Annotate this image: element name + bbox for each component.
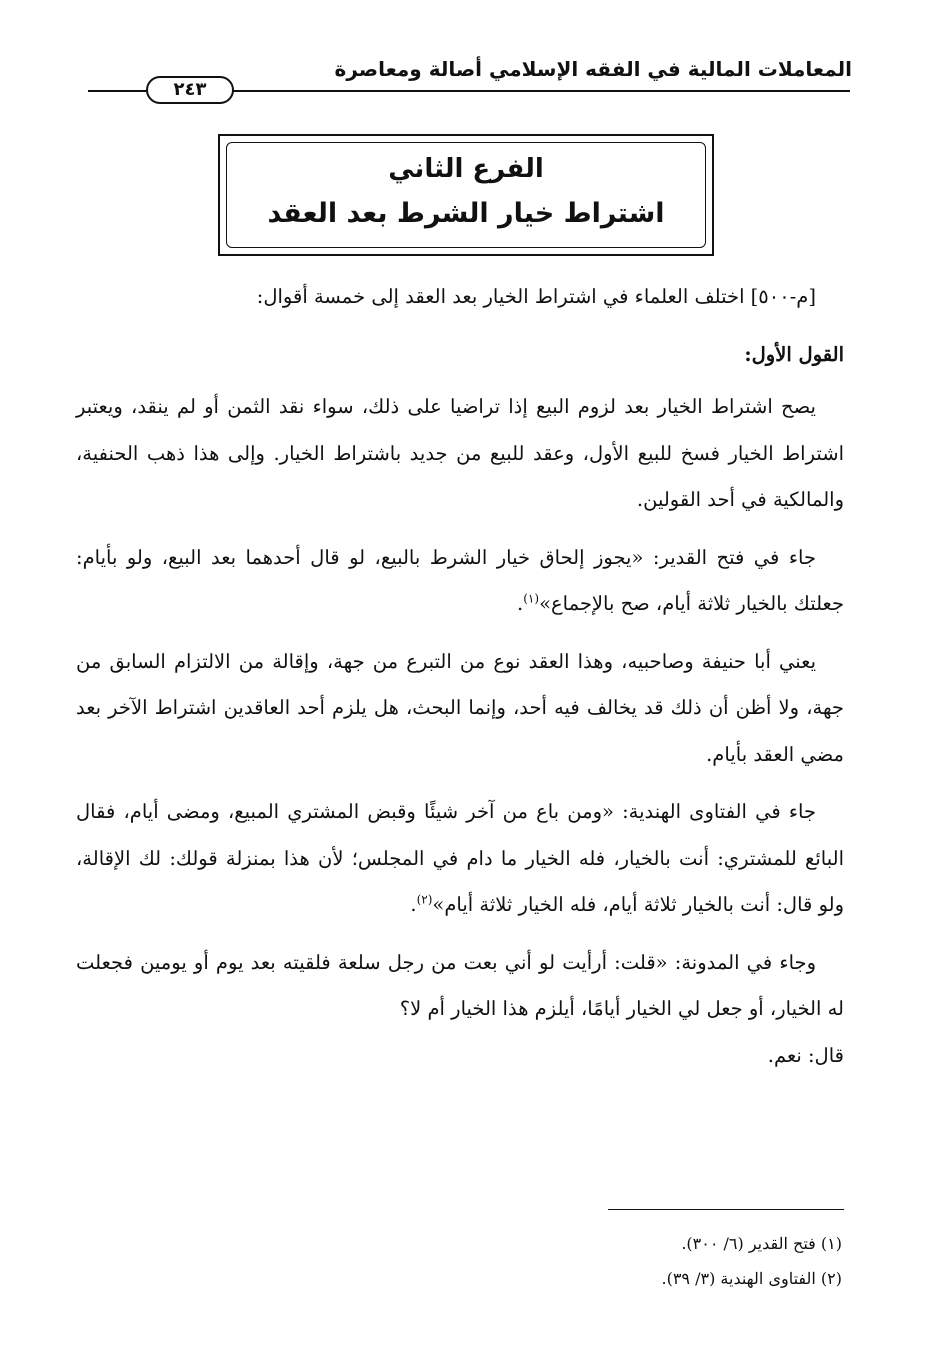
footnote-1: (١) فتح القدير (٦/ ٣٠٠). (681, 1234, 842, 1253)
paragraph-hindiyya (76, 789, 844, 929)
paragraph-mudawwana: وجاء في المدونة: «قلت: أرأيت لو أني بعت من رجل سلعة فلقيته بعد يوم أو يومين فجعلت له الخيار، أو جعل لي الخيار أيامًا، أيلزم هذا الخيار أم لا؟ (76, 950, 844, 1020)
footnote-ref-2[interactable]: (٢) (416, 892, 433, 907)
section-title-line1: الفرع الثاني (388, 154, 544, 184)
paragraph-explanation: يعني أبا حنيفة وصاحبيه، وهذا العقد نوع من التبرع من جهة، وإقالة من الالتزام السابق من جهة، ولا أظن أن ذلك قد يخالف فيه أحد، وإنما البحث، هل يلزم أحد العاقدين اشتراط الآخر بعد مضي العقد بأيام. (76, 649, 844, 766)
footnote-rule (608, 1209, 844, 1210)
section-title-line2: اشتراط خيار الشرط بعد العقد (267, 198, 665, 229)
subheading-first-opinion: القول الأول: (744, 342, 844, 366)
quote-fath-alqadir: جاء في فتح القدير: «يجوز إلحاق خيار الشرط بالبيع، لو قال أحدهما بعد البيع، ولو بأيام: جعلتك بالخيار ثلاثة أيام، صح بالإجماع» (76, 545, 844, 615)
paragraph-end-mark: . (517, 592, 524, 615)
quote-hindiyya: جاء في الفتاوى الهندية: «ومن باع من آخر شيئًا وقبض المشتري المبيع، ومضى أيام، فقال البائع للمشتري: أنت بالخيار، فله الخيار ما دام في المجلس؛ لأن هذا بمنزلة قولك: لك الإقالة، ولو قال: أنت بالخيار ثلاثة أيام، فله الخيار ثلاثة أيام» (76, 800, 844, 916)
page-number: ٢٤٣ (146, 76, 234, 104)
section-title-frame (218, 134, 714, 256)
paragraph-first-opinion: يصح اشتراط الخيار بعد لزوم البيع إذا تراضيا على ذلك، سواء نقد الثمن أو لم ينقد، ويعتبر اشتراط الخيار فسخ للبيع الأول، وعقد للبيع من جديد باشتراط الخيار. وإلى هذا ذهب الحنفية، والمالكية في أحد القولين. (76, 395, 844, 511)
body-text (76, 274, 844, 1079)
footnote-2: (٢) الفتاوى الهندية (٣/ ٣٩). (661, 1269, 842, 1288)
paragraph-intro: [م-٥٠٠] اختلف العلماء في اشتراط الخيار بعد العقد إلى خمسة أقوال: (256, 285, 816, 308)
footnote-ref-1[interactable]: (١) (523, 591, 540, 606)
footnotes (342, 1226, 842, 1296)
paragraph-end-mark: . (410, 893, 417, 916)
paragraph-answer: قال: نعم. (767, 1043, 844, 1067)
running-title: المعاملات المالية في الفقه الإسلامي أصالة ومعاصرة (334, 57, 852, 81)
paragraph-fath-alqadir (76, 535, 844, 628)
